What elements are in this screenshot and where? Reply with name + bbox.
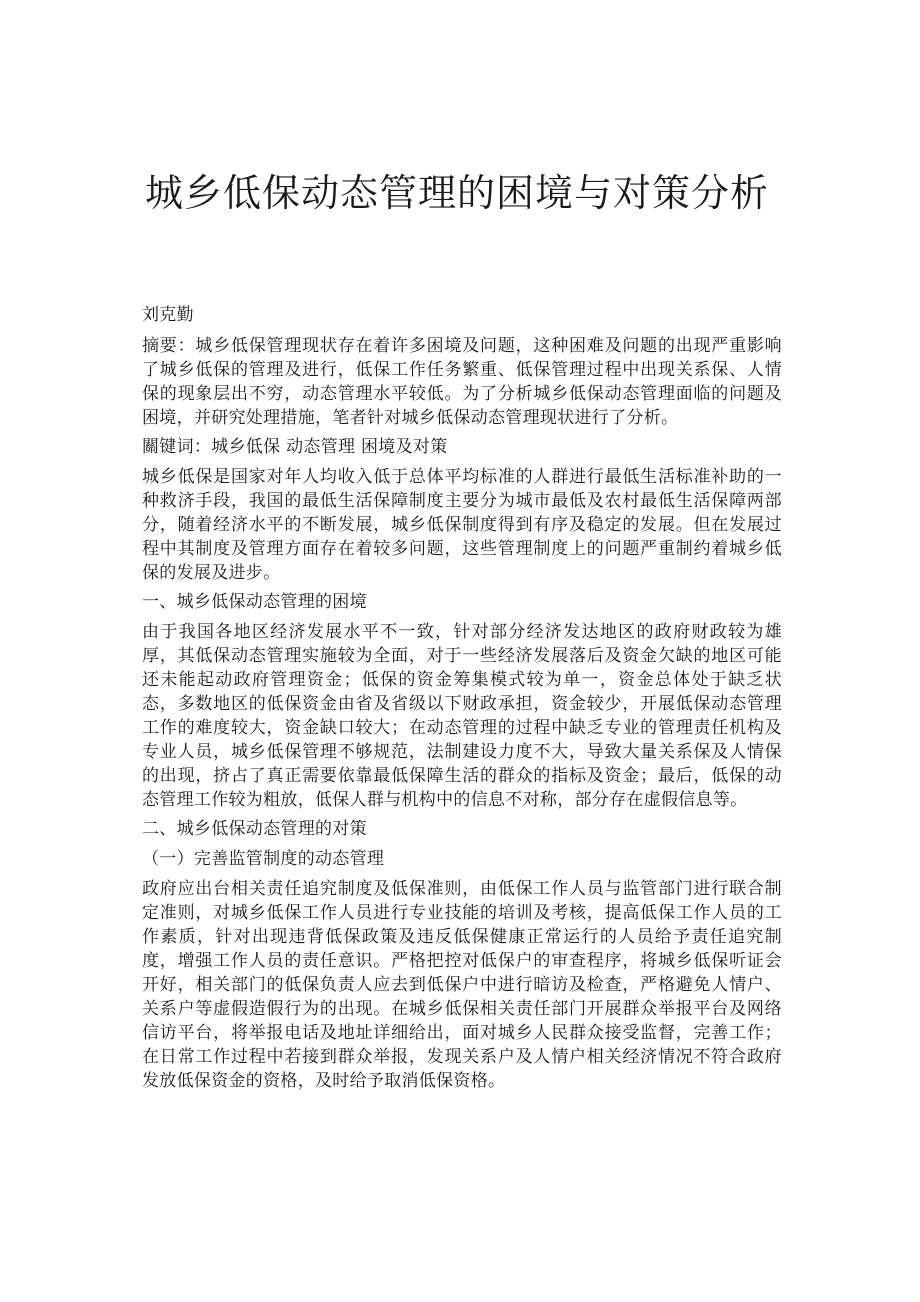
document-title: 城乡低保动态管理的困境与对策分析 <box>144 171 769 215</box>
keywords-line: 關键词：城乡低保 动态管理 困境及对策 <box>142 437 448 457</box>
section-2-paragraph: 政府应出台相关责任追究制度及低保准则，由低保工作人员与监管部门进行联合制定准则，对城乡低保工作人员进行专业技能的培训及考核，提高低保工作人员的工作素质，针对出现违背低保政策及违反低保健康正常运行的人员给予责任追究制度，增强工作人员的责任意识。严格把控对低保户的审查程序，将城乡低保听证会开好，相关部门的低保负责人应去到低保户中进行暗访及检查，严格避免人情户、关系户等虚假造假行为的出现。在城乡低保相关责任部门开展群众举报平台及网络信访平台，将举报电话及地址详细给出，面对城乡人民群众接受监督，完善工作；在日常工作过程中若接到群众举报，发现关系户及人情户相关经济情况不符合政府发放低保资金的资格，及时给予取消低保资格。 <box>142 879 782 1091</box>
section-2-heading: 二、城乡低保动态管理的对策 <box>142 819 367 839</box>
section-2-subheading: （一）完善监管制度的动态管理 <box>142 849 385 869</box>
intro-paragraph: 城乡低保是国家对年人均收入低于总体平均标准的人群进行最低生活标准补助的一种救济手段，我国的最低生活保障制度主要分为城市最低及农村最低生活保障两部分，随着经济水平的不断发展，城乡低保制度得到有序及稳定的发展。但在发展过程中其制度及管理方面存在着较多问题，这些管理制度上的问题严重制约着城乡低保的发展及进步。 <box>142 467 782 583</box>
section-1-heading: 一、城乡低保动态管理的困境 <box>142 592 367 612</box>
author-name: 刘克勤 <box>142 305 194 325</box>
document-body <box>142 303 782 1098</box>
section-1-paragraph: 由于我国各地区经济发展水平不一致，针对部分经济发达地区的政府财政较为雄厚，其低保动态管理实施较为全面，对于一些经济发展落后及资金欠缺的地区可能还未能起动政府管理资金；低保的资金筹集模式较为单一，资金总体处于缺乏状态，多数地区的低保资金由省及省级以下财政承担，资金较少，开展低保动态管理工作的难度较大，资金缺口较大；在动态管理的过程中缺乏专业的管理责任机构及专业人员，城乡低保管理不够规范，法制建设力度不大，导致大量关系保及人情保的出现，挤占了真正需要依靠最低保障生活的群众的指标及资金；最后，低保的动态管理工作较为粗放，低保人群与机构中的信息不对称，部分存在虚假信息等。 <box>142 622 782 810</box>
abstract-paragraph: 摘要：城乡低保管理现状存在着许多困境及问题，这种困难及问题的出现严重影响了城乡低保的管理及进行，低保工作任务繁重、低保管理过程中出现关系保、人情保的现象层出不穷，动态管理水平较低。为了分析城乡低保动态管理面临的问题及困境，并研究处理措施，笔者针对城乡低保动态管理现状进行了分析。 <box>142 336 782 428</box>
